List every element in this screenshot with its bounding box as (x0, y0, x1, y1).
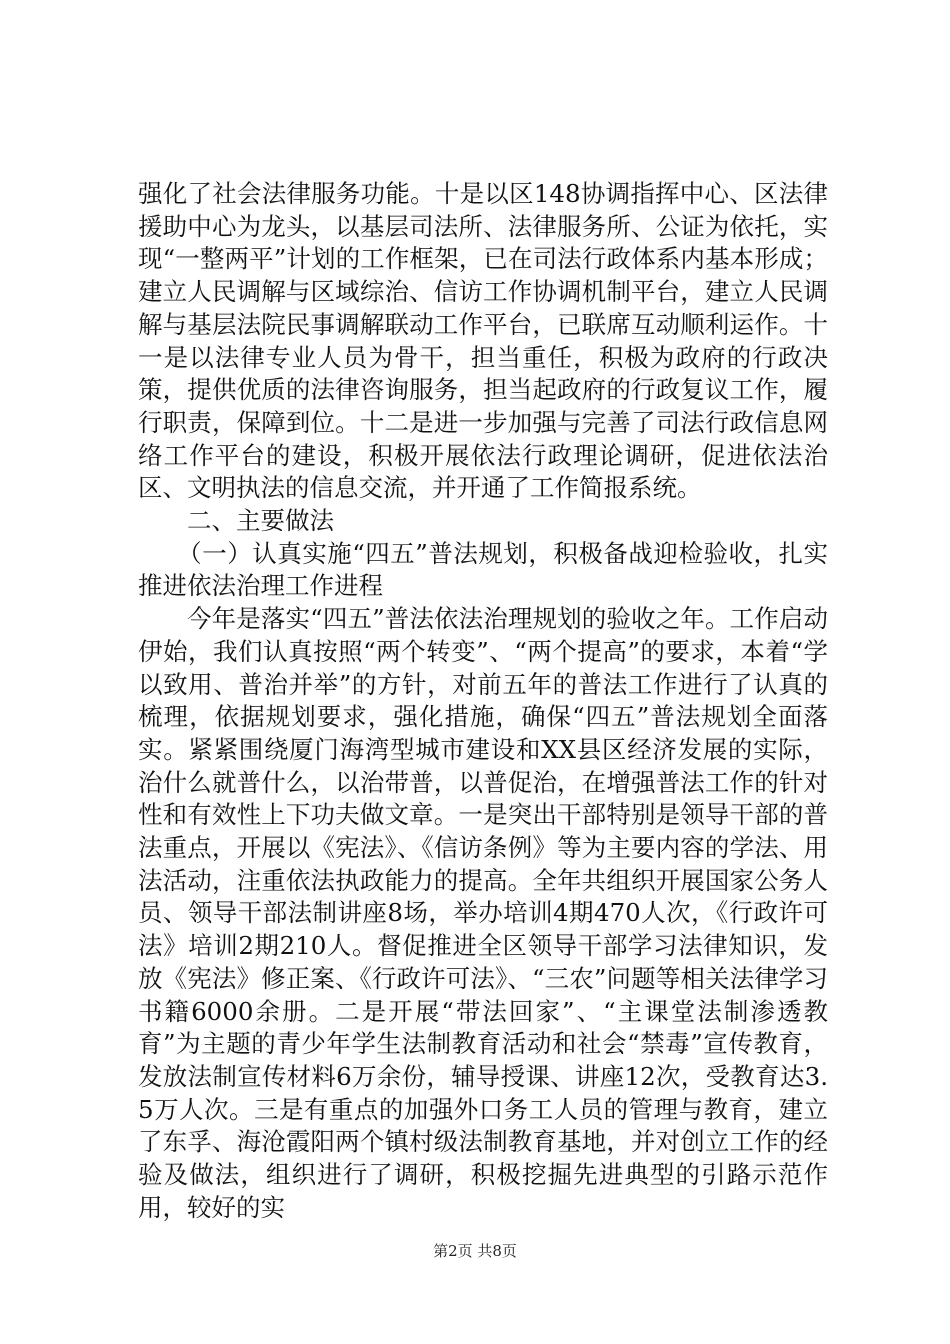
page-footer: 第2页 共8页 (433, 1242, 517, 1260)
continuation-paragraph: 强化了社会法律服务功能。十是以区148协调指挥中心、区法律援助中心为龙头，以基层司法所、法律服务所、公证为依托，实现“一整两平”计划的工作框架，已在司法行政体系内基本形成；建立人民调解与区域综治、信访工作协调机制平台，建立人民调解与基层法院民事调解联动工作平台，已联席互动顺利运作。十一是以法律专业人员为骨干，担当重任，积极为政府的行政决策，提供优质的法律咨询服务，担当起政府的行政复议工作，履行职责，保障到位。十二是进一步加强与完善了司法行政信息网络工作平台的建设，积极开展依法行政理论调研，促进依法治区、文明执法的信息交流，并开通了工作简报系统。 (138, 179, 828, 503)
document-body (138, 178, 828, 1225)
section-heading: 二、主要做法 (187, 506, 334, 536)
body-paragraph: 今年是落实“四五”普法依法治理规划的验收之年。工作启动伊始，我们认真按照“两个转变”、“两个提高”的要求，本着“学以致用、普治并举”的方针，对前五年的普法工作进行了认真的梳理，依据规划要求，强化措施，确保“四五”普法规划全面落实。紧紧围绕厦门海湾型城市建设和XX县区经济发展的实际，治什么就普什么，以治带普，以普促治，在增强普法工作的针对性和有效性上下功夫做文章。一是突出干部特别是领导干部的普法重点，开展以《宪法》、《信访条例》等为主要内容的学法、用法活动，注重依法执政能力的提高。全年共组织开展国家公务人员、领导干部法制讲座8场，举办培训4期470人次，《行政许可法》培训2期210人。督促推进全区领导干部学习法律知识，发放《宪法》修正案、《行政许可法》、“三农”问题等相关法律学习书籍6000余册。二是开展“带法回家”、“主课堂法制渗透教育”为主题的青少年学生法制教育活动和社会“禁毒”宣传教育，发放法制宣传材料6万余份，辅导授课、讲座12次，受教育达3.5万人次。三是有重点的加强外口务工人员的管理与教育，建立了东孚、海沧霞阳两个镇村级法制教育基地，并对创立工作的经验及做法，组织进行了调研，积极挖掘先进典型的引路示范作用，较好的实 (138, 604, 828, 1222)
subsection-heading: （一）认真实施“四五”普法规划，积极备战迎检验收，扎实推进依法治理工作进程 (138, 538, 828, 601)
